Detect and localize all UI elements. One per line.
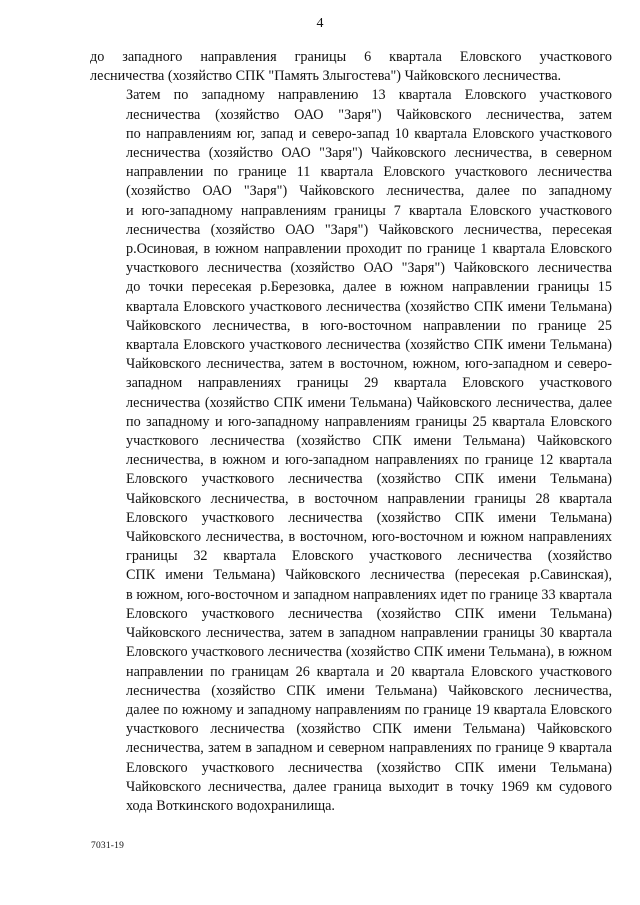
text-line: квартала Еловского участкового лесничества (хозяйство СПК имени Тельмана) — [126, 298, 612, 315]
text-line: в южном, юго-восточном и западном направлениях идет по границе 33 квартала — [126, 586, 612, 603]
paragraph-boundary-description — [90, 86, 612, 816]
text-line: Еловского участкового лесничества (хозяйство СПК имени Тельмана) — [126, 471, 612, 488]
page-number: 4 — [316, 16, 324, 31]
text-line: Еловского участкового лесничества (хозяйство СПК имени Тельмана) — [126, 759, 612, 776]
text-line: лесничества (хозяйство ОАО "Заря") Чайковского лесничества, затем — [126, 106, 612, 123]
text-line: СПК имени Тельмана) Чайковского лесничества (пересекая р.Савинская), — [126, 567, 612, 584]
text-line: лесничества (хозяйство СПК "Память Злыгостева") Чайковского лесничества. — [90, 68, 562, 85]
text-line: Чайковского лесничества, далее граница выходит в точку 1969 км судового — [126, 778, 612, 795]
text-line: по направлениям юг, запад и северо-запад 10 квартала Еловского участкового — [126, 125, 612, 142]
text-line: и юго-западному направлениям границы 7 квартала Еловского участкового — [126, 202, 612, 219]
text-line: участкового лесничества (хозяйство ОАО "Заря") Чайковского лесничества — [126, 260, 612, 277]
text-line: до точки пересекая р.Березовка, далее в южном направлении границы 15 — [126, 279, 612, 296]
text-line: лесничества, затем в западном и северном направлениях по границе 9 квартала — [126, 740, 612, 757]
paragraph-continuation — [90, 48, 612, 86]
text-line: направлении по границам 26 квартала и 20 квартала Еловского участкового — [126, 663, 612, 680]
text-line: Чайковского лесничества, затем в западном направлении границы 30 квартала — [126, 625, 612, 642]
text-line: по западному и юго-западному направлениям границы 25 квартала Еловского — [126, 413, 612, 430]
text-line: Чайковского лесничества, в юго-восточном направлении по границе 25 — [126, 317, 612, 334]
text-line: Еловского участкового лесничества (хозяйство СПК имени Тельмана), в южном — [126, 644, 612, 661]
text-line: направлении по границе 11 квартала Еловского участкового лесничества — [126, 164, 612, 181]
text-line: лесничества (хозяйство ОАО "Заря") Чайковского лесничества, в северном — [126, 145, 612, 162]
text-line: лесничества (хозяйство СПК имени Тельмана) Чайковского лесничества, — [126, 682, 612, 699]
text-line: квартала Еловского участкового лесничества (хозяйство СПК имени Тельмана) — [126, 337, 612, 354]
text-line: лесничества, в южном и юго-западном направлениях по границе 12 квартала — [126, 452, 612, 469]
footer-document-code: 7031-19 — [91, 841, 125, 851]
text-line: лесничества (хозяйство ОАО "Заря") Чайковского лесничества, пересекая — [126, 221, 612, 238]
text-line: участкового лесничества (хозяйство СПК имени Тельмана) Чайковского — [126, 433, 612, 450]
text-line: Чайковского лесничества, затем в восточном, южном, юго-западном и северо- — [126, 356, 612, 373]
text-line: западном направлениях границы 29 квартала Еловского участкового — [126, 375, 612, 392]
text-line: участкового лесничества (хозяйство СПК имени Тельмана) Чайковского — [126, 721, 612, 738]
text-line: Еловского участкового лесничества (хозяйство СПК имени Тельмана) — [126, 509, 612, 526]
text-line: далее по южному и западному направлениям по границе 19 квартала Еловского — [126, 701, 612, 718]
text-line: р.Осиновая, в южном направлении проходит по границе 1 квартала Еловского — [126, 241, 612, 258]
text-line: (хозяйство ОАО "Заря") Чайковского лесничества, далее по западному — [126, 183, 612, 200]
text-line: лесничества (хозяйство СПК имени Тельмана) Чайковского лесничества, далее — [126, 394, 612, 411]
text-line: Чайковского лесничества, в восточном направлении границы 28 квартала — [126, 490, 612, 507]
text-line: границы 32 квартала Еловского участкового лесничества (хозяйство — [126, 548, 612, 565]
text-line: Еловского участкового лесничества (хозяйство СПК имени Тельмана) — [126, 605, 612, 622]
text-line: Затем по западному направлению 13 квартала Еловского участкового — [126, 87, 612, 104]
text-line: Чайковского лесничества, в восточном, юго-восточном и южном направлениях — [126, 529, 612, 546]
document-body — [90, 48, 612, 816]
text-line: хода Воткинского водохранилища. — [126, 797, 335, 814]
text-line: до западного направления границы 6 квартала Еловского участкового — [90, 49, 612, 65]
